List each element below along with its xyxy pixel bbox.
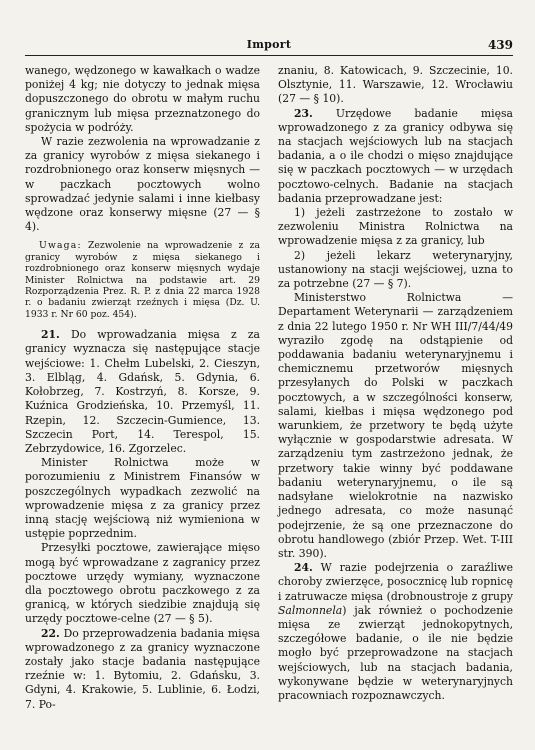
paragraph (278, 64, 513, 107)
paragraph-text: Urzędowe badanie mięsa wprowadzonego z za granicy odbywa się na stacjach wejściowych lub na stacjach badania, a o ile chodzi o mięso znajdujące się w paczkach pocztowych — w urzędach pocztowo-celnych. Badanie na stacjach badania przeprowadzane jest: (278, 106, 513, 205)
paragraph (25, 328, 260, 456)
right-column (278, 64, 513, 703)
paragraph-text: znaniu, 8. Katowicach, 9. Szczecinie, 10. Olsztynie, 11. Warszawie, 12. Wrocławiu (27 — § 10). (278, 64, 513, 106)
paragraph-text: W razie zezwolenia na wprowadzanie z za granicy wyrobów z mięsa siekanego i rozdrobnionego oraz konserw mięsnych — w paczkach pocztowych wolno sprowadzać jedynie salami i inne kiełbasy wędzone oraz konserwy mięsne (27 — § 4). (25, 135, 260, 234)
italic-term: Salmonnela (278, 603, 343, 617)
paragraph (278, 206, 513, 249)
paragraph-text: wanego, wędzonego w kawałkach o wadze poniżej 4 kg; nie dotyczy to jednak mięsa dopuszczonego do obrotu w małym ruchu granicznym lub mięsa przeznatzonego do spożycia w podróży. (25, 64, 260, 134)
page-number: 439 (487, 38, 513, 52)
note-label: Uwaga: (39, 240, 82, 252)
paragraph-text: 2) jeżeli lekarz weterynaryjny, ustanowiony na stacji wejściowej, uzna to za potrzebne (27 — § 7). (278, 248, 513, 291)
paragraph (278, 561, 513, 703)
left-column (25, 64, 260, 712)
paragraph-text: ) jak również o pochodzenie mięsa ze zwierząt jednokopytnych, szczegółowe badanie, o ile nie będzie mogło być przeprowadzone na stacjach wejściowych, lub na stacjach badania, wykonywane będzie w weterynaryjnych pracowniach rozpoznawczych. (278, 603, 513, 702)
paragraph (25, 135, 260, 234)
paragraph (25, 456, 260, 541)
section-number: 24. (294, 561, 313, 575)
paragraph-text: Do przeprowadzenia badania mięsa wprowadzonego z za granicy wyznaczone zostały jako stacje badania następujące rzeźnie w: 1. Bytomiu, 2. Gdańsku, 3. Gdyni, 4. Krakowie, 5. Lublinie, 6. Łodzi, 7. Po- (25, 626, 260, 711)
page-title: Import (246, 38, 292, 51)
paragraph-text: W razie podejrzenia o zaraźliwe choroby zwierzęce, posocznicę lub ropnicę i zatruwacze mięsa (drobnoustroje z grupy (278, 561, 513, 603)
paragraph (25, 541, 260, 626)
paragraph (25, 627, 260, 712)
section-number: 23. (294, 106, 313, 120)
paragraph (278, 249, 513, 292)
note-paragraph (25, 240, 260, 320)
paragraph-text: 1) jeżeli zastrzeżone to zostało w zezwoleniu Ministra Rolnictwa na wprowadzenie mięsa z za granicy, lub (278, 206, 513, 248)
paragraph-text: Do wprowadzania mięsa z za granicy wyznacza się następujące stacje wejściowe: 1. Chełm Lubelski, 2. Cieszyn, 3. Elbląg, 4. Gdańsk, 5. Gdynia, 6. Kołobrzeg, 7. Kostrzyń, 8. Korsze, 9. Kuźnica Grodzieńska, 10. Przemyśl, 11. Rzepin, 12. Szczecin-Gumience, 13. Szczecin Port, 14. Terespol, 15. Zebrzydowice, 16. Zgorzelec. (25, 328, 260, 455)
paragraph (278, 291, 513, 561)
paragraph-text: Ministerstwo Rolnictwa — Departament Weterynarii — zarządzeniem z dnia 22 lutego 1950 r. Nr WH III/7/44/49 wyraziło zgodę na odstąpienie od poddawania badaniu weterynaryjnemu i chemicznemu przetworów mięsnych przesyłanych do Polski w paczkach pocztowych, a w szczególności konserw, salami, kiełbas i mięsa wędzonego pod warunkiem, że przetwory te będą użyte wyłącznie w gospodarstwie adresata. W zarządzeniu tym zastrzeżono jednak, że przetwory takie winny być poddawane badaniu weterynaryjnemu, o ile są nadsyłane wielokrotnie na nazwisko jednego adresata, co może nasunąć podejrzenie, że są one przeznaczone do obrotu handlowego (zbiór Przep. Wet. T-III str. 390). (278, 291, 513, 560)
paragraph-text: Minister Rolnictwa może w porozumieniu z Ministrem Finansów w poszczególnych wypadkach zezwolić na wprowadzenie mięsa z za granicy przez inną stację wejściową niż wymieniona w ustępie poprzednim. (25, 456, 260, 541)
paragraph-text: Przesyłki pocztowe, zawierające mięso mogą być wprowadzane z zagranicy przez pocztowe urzędy wymiany, wyznaczone dla pocztowego obrotu paczkowego z za granicą, w których siedzibie znajdują się urzędy pocztowe-celne (27 — § 5). (25, 541, 260, 626)
paragraph (278, 107, 513, 206)
paragraph-text: Zezwolenie na wprowadzenie z za granicy wyrobów z mięsa siekanego i rozdrobnionego oraz konserw mięsnych wydaje Minister Rolnictwa na podstawie art. 29 Rozporządzenia Prez. R. P. z dnia 22 marca 1928 r. o badaniu zwierząt rzeźnych i mięsa (Dz. U. 1933 r. Nr 60 poz. 454). (25, 240, 260, 320)
running-header (25, 38, 513, 54)
section-number: 21. (41, 328, 60, 342)
header-rule (25, 55, 513, 56)
paragraph (25, 64, 260, 135)
section-number: 22. (41, 626, 60, 640)
